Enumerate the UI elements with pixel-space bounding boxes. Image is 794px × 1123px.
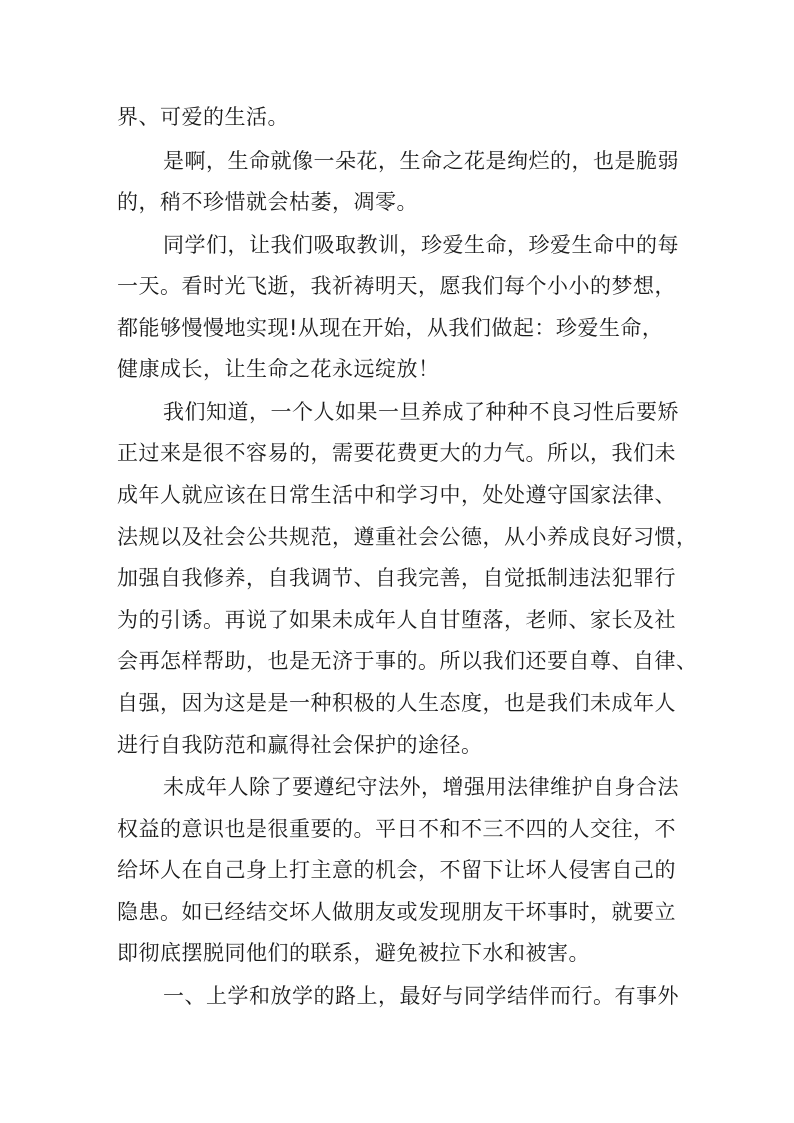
text-line: 健康成长，让生命之花永远绽放！: [117, 357, 440, 381]
text-line: 我们知道，一个人如果一旦养成了种种不良习性后要矫: [163, 400, 679, 424]
text-line: 界、可爱的生活。: [117, 105, 289, 129]
text-line: 正过来是很不容易的，需要花费更大的力气。所以，我们未: [117, 441, 676, 465]
text-line: 都能够慢慢地实现!从现在开始，从我们做起：珍爱生命，: [117, 316, 664, 340]
text-line: 一、上学和放学的路上，最好与同学结伴而行。有事外: [163, 984, 679, 1008]
text-line: 自强，因为这是是一种积极的人生态度，也是我们未成年人: [117, 691, 676, 715]
text-line: 法规以及社会公共规范，遵重社会公德，从小养成良好习惯，: [117, 525, 698, 549]
text-line: 未成年人除了要遵纪守法外，增强用法律维护自身合法: [163, 775, 679, 799]
text-line: 会再怎样帮助，也是无济于事的。所以我们还要自尊、自律、: [117, 649, 698, 673]
text-line: 隐患。如已经结交坏人做朋友或发现朋友干坏事时，就要立: [117, 900, 676, 924]
text-line: 为的引诱。再说了如果未成年人自甘堕落，老师、家长及社: [117, 608, 676, 632]
text-line: 给坏人在自己身上打主意的机会，不留下让坏人侵害自己的: [117, 858, 676, 882]
text-line: 进行自我防范和赢得社会保护的途径。: [117, 733, 483, 757]
text-line: 加强自我修养，自我调节、自我完善，自觉抵制违法犯罪行: [117, 566, 676, 590]
text-line: 权益的意识也是很重要的。平日不和不三不四的人交往，不: [117, 817, 676, 841]
text-line: 的，稍不珍惜就会枯萎，凋零。: [117, 190, 418, 214]
text-line: 是啊，生命就像一朵花，生命之花是绚烂的，也是脆弱: [163, 149, 679, 173]
text-line: 即彻底摆脱同他们的联系，避免被拉下水和被害。: [117, 941, 590, 965]
text-line: 成年人就应该在日常生活中和学习中，处处遵守国家法律、: [117, 483, 676, 507]
text-line: 同学们，让我们吸取教训，珍爱生命，珍爱生命中的每: [163, 233, 679, 257]
text-line: 一天。看时光飞逝，我祈祷明天，愿我们每个小小的梦想，: [117, 274, 676, 298]
